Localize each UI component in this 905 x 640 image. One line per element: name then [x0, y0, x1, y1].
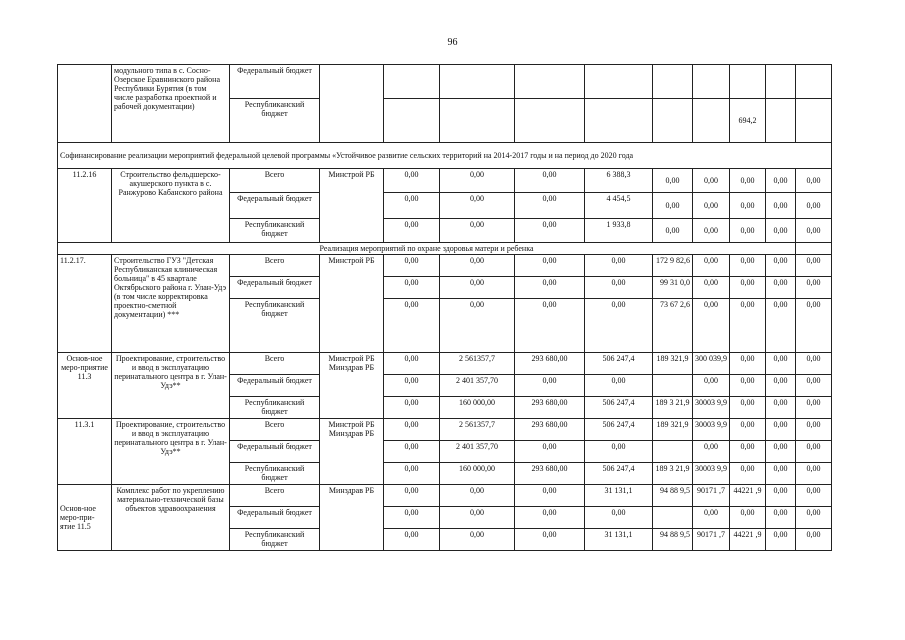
value-cell: 0,00	[766, 299, 796, 353]
section-heading-row	[58, 243, 832, 255]
value-cell	[693, 99, 730, 143]
value-cell	[585, 99, 653, 143]
value-cell	[440, 99, 515, 143]
code-cell: Основ-ное меро-при-ятие 11.5	[58, 485, 112, 551]
value-cell: 0,00	[730, 375, 766, 397]
code-cell: 11.2.17.	[58, 255, 112, 353]
value-cell: 0,00	[384, 299, 440, 353]
value-cell: 0,00	[693, 169, 730, 193]
value-cell: 0,00	[585, 277, 653, 299]
value-cell: 0,00	[730, 441, 766, 463]
value-cell	[653, 375, 693, 397]
executor-cell: Минстрой РБ	[320, 169, 384, 243]
source-cell: Республиканский бюджет	[230, 397, 320, 419]
value-cell	[653, 65, 693, 99]
value-cell: 0,00	[384, 419, 440, 441]
value-cell: 0,00	[730, 463, 766, 485]
value-cell: 0,00	[766, 529, 796, 551]
value-cell: 0,00	[796, 419, 832, 441]
value-cell: 0,00	[384, 277, 440, 299]
value-cell: 506 247,4	[585, 463, 653, 485]
table-row	[58, 255, 832, 277]
value-cell: 0,00	[766, 169, 796, 193]
value-cell: 2 401 357,70	[440, 375, 515, 397]
value-cell	[693, 65, 730, 99]
value-cell	[653, 99, 693, 143]
description-cell: Комплекс работ по укреплению материально-технической базы объектов здравоохранения	[112, 485, 230, 551]
source-cell: Федеральный бюджет	[230, 507, 320, 529]
value-cell: 0,00	[796, 507, 832, 529]
source-cell: Всего	[230, 419, 320, 441]
value-cell: 0,00	[766, 375, 796, 397]
source-cell: Всего	[230, 255, 320, 277]
value-cell: 0,00	[653, 219, 693, 243]
value-cell: 0,00	[796, 397, 832, 419]
value-cell: 189 321,9	[653, 419, 693, 441]
value-cell: 160 000,00	[440, 397, 515, 419]
table-row	[58, 485, 832, 507]
value-cell: 506 247,4	[585, 419, 653, 441]
value-cell: 0,00	[440, 255, 515, 277]
value-cell: 0,00	[585, 441, 653, 463]
executor-cell	[320, 65, 384, 143]
source-cell: Всего	[230, 169, 320, 193]
value-cell: 0,00	[440, 219, 515, 243]
source-cell: Республиканский бюджет	[230, 529, 320, 551]
value-cell: 0,00	[730, 397, 766, 419]
value-cell: 0,00	[766, 507, 796, 529]
value-cell: 0,00	[585, 299, 653, 353]
executor-cell: Минстрой РБ Минздрав РБ	[320, 353, 384, 419]
value-cell: 0,00	[796, 529, 832, 551]
value-cell: 0,00	[440, 193, 515, 219]
value-cell: 172 9 82,6	[653, 255, 693, 277]
value-cell: 0,00	[384, 255, 440, 277]
value-cell: 0,00	[440, 507, 515, 529]
value-cell: 0,00	[766, 193, 796, 219]
value-cell	[653, 507, 693, 529]
value-cell	[766, 99, 796, 143]
value-cell: 0,00	[384, 397, 440, 419]
value-cell: 0,00	[440, 277, 515, 299]
value-cell: 506 247,4	[585, 397, 653, 419]
value-cell: 0,00	[515, 507, 585, 529]
section-heading-mother-child: Реализация мероприятий по охране здоровья матери и ребенка	[58, 243, 796, 255]
source-cell: Республиканский бюджет	[230, 219, 320, 243]
value-cell: 0,00	[766, 419, 796, 441]
value-cell: 189 321,9	[653, 353, 693, 375]
value-cell: 4 454,5	[585, 193, 653, 219]
executor-cell: Минздрав РБ	[320, 485, 384, 551]
description-cell: модульного типа в с. Сосно-Озерское Еравнинского района Республики Бурятия (в том числе разработка проектной и рабочей документации)	[112, 65, 230, 143]
value-cell: 6 388,3	[585, 169, 653, 193]
value-cell: 0,00	[796, 277, 832, 299]
value-cell: 44221 ,9	[730, 529, 766, 551]
value-cell: 2 401 357,70	[440, 441, 515, 463]
value-cell: 0,00	[693, 219, 730, 243]
value-cell	[796, 99, 832, 143]
value-cell: 0,00	[653, 193, 693, 219]
value-cell: 0,00	[515, 299, 585, 353]
value-cell: 506 247,4	[585, 353, 653, 375]
value-cell: 0,00	[730, 255, 766, 277]
value-cell: 0,00	[693, 507, 730, 529]
value-cell: 0,00	[515, 277, 585, 299]
source-cell: Федеральный бюджет	[230, 441, 320, 463]
value-cell: 0,00	[730, 507, 766, 529]
value-cell: 0,00	[796, 353, 832, 375]
value-cell: 160 000,00	[440, 463, 515, 485]
table-row	[58, 65, 832, 99]
value-cell: 0,00	[384, 169, 440, 193]
value-cell: 0,00	[384, 193, 440, 219]
value-cell: 0,00	[384, 353, 440, 375]
value-cell: 0,00	[796, 193, 832, 219]
value-cell: 0,00	[766, 277, 796, 299]
value-cell: 0,00	[730, 419, 766, 441]
value-cell: 293 680,00	[515, 463, 585, 485]
value-cell: 2 561357,7	[440, 419, 515, 441]
value-cell: 0,00	[730, 219, 766, 243]
value-cell: 0,00	[766, 353, 796, 375]
value-cell: 0,00	[693, 441, 730, 463]
value-cell: 0,00	[515, 485, 585, 507]
value-cell: 0,00	[766, 463, 796, 485]
value-cell: 0,00	[730, 277, 766, 299]
value-cell: 2 561357,7	[440, 353, 515, 375]
value-cell: 0,00	[796, 463, 832, 485]
value-cell: 30003 9,9	[693, 463, 730, 485]
value-cell: 0,00	[515, 219, 585, 243]
table-row	[58, 169, 832, 193]
value-cell: 94 88 9,5	[653, 529, 693, 551]
value-cell: 293 680,00	[515, 397, 585, 419]
value-cell: 0,00	[796, 375, 832, 397]
value-cell: 31 131,1	[585, 485, 653, 507]
value-cell: 0,00	[384, 507, 440, 529]
value-cell: 0,00	[693, 255, 730, 277]
value-cell: 0,00	[384, 375, 440, 397]
source-cell: Федеральный бюджет	[230, 193, 320, 219]
value-cell: 189 3 21,9	[653, 397, 693, 419]
value-cell: 0,00	[796, 299, 832, 353]
value-cell: 0,00	[515, 193, 585, 219]
source-cell: Всего	[230, 485, 320, 507]
description-cell: Проектирование, строительство и ввод в эксплуатацию перинатального центра в г. Улан-Удэ**	[112, 353, 230, 419]
value-cell: 0,00	[730, 169, 766, 193]
value-cell: 0,00	[730, 299, 766, 353]
value-cell: 0,00	[693, 375, 730, 397]
value-cell: 300 039,9	[693, 353, 730, 375]
source-cell: Федеральный бюджет	[230, 277, 320, 299]
executor-cell: Минстрой РБ	[320, 255, 384, 353]
value-cell	[766, 65, 796, 99]
value-cell	[730, 65, 766, 99]
value-cell: 0,00	[766, 255, 796, 277]
value-cell: 0,00	[384, 219, 440, 243]
value-cell: 0,00	[796, 485, 832, 507]
value-cell: 0,00	[693, 193, 730, 219]
value-cell: 0,00	[653, 169, 693, 193]
value-cell	[440, 65, 515, 99]
value-cell: 189 3 21,9	[653, 463, 693, 485]
source-cell: Республиканский бюджет	[230, 463, 320, 485]
value-cell: 0,00	[766, 441, 796, 463]
source-cell: Республиканский бюджет	[230, 99, 320, 143]
value-cell: 0,00	[384, 463, 440, 485]
value-cell: 0,00	[515, 441, 585, 463]
value-cell: 0,00	[730, 193, 766, 219]
value-cell: 0,00	[515, 169, 585, 193]
executor-cell: Минстрой РБ Минздрав РБ	[320, 419, 384, 485]
value-cell: 0,00	[730, 353, 766, 375]
value-cell: 1 933,8	[585, 219, 653, 243]
value-cell	[384, 99, 440, 143]
value-cell: 94 88 9,5	[653, 485, 693, 507]
value-cell: 0,00	[515, 255, 585, 277]
source-cell: Всего	[230, 353, 320, 375]
value-cell: 0,00	[440, 169, 515, 193]
section-heading-cofinancing: Софинансирование реализации мероприятий федеральной целевой программы «Устойчивое развитие сельских территорий на 2014-2017 годы и на период до 2020 года	[58, 143, 832, 169]
value-cell: 0,00	[796, 255, 832, 277]
source-cell: Федеральный бюджет	[230, 375, 320, 397]
value-cell: 0,00	[766, 397, 796, 419]
value-cell: 90171 ,7	[693, 485, 730, 507]
description-cell: Строительство ГУЗ "Детская Республиканская клиническая больница" в 45 квартале Октябрьского района г. Улан-Удэ (в том числе корректировка проектно-сметной документации) ***	[112, 255, 230, 353]
value-cell: 0,00	[796, 169, 832, 193]
code-cell: Основ-ное меро-приятие 11.3	[58, 353, 112, 419]
value-cell: 73 67 2,6	[653, 299, 693, 353]
code-cell: 11.2.16	[58, 169, 112, 243]
table-row	[58, 353, 832, 375]
value-cell: 0,00	[585, 507, 653, 529]
value-cell: 31 131,1	[585, 529, 653, 551]
value-cell	[515, 99, 585, 143]
value-cell: 0,00	[585, 375, 653, 397]
value-cell: 0,00	[766, 219, 796, 243]
value-cell: 694,2	[730, 99, 766, 143]
value-cell: 0,00	[766, 485, 796, 507]
value-cell	[796, 65, 832, 99]
value-cell: 0,00	[693, 277, 730, 299]
source-cell: Федеральный бюджет	[230, 65, 320, 99]
table-row	[58, 419, 832, 441]
table-body	[58, 65, 832, 551]
value-cell: 293 680,00	[515, 353, 585, 375]
value-cell	[653, 441, 693, 463]
value-cell: 90171 ,7	[693, 529, 730, 551]
value-cell: 44221 ,9	[730, 485, 766, 507]
value-cell: 0,00	[796, 219, 832, 243]
value-cell: 0,00	[515, 375, 585, 397]
value-cell: 0,00	[440, 529, 515, 551]
value-cell: 0,00	[384, 485, 440, 507]
value-cell: 99 31 0,0	[653, 277, 693, 299]
value-cell: 0,00	[440, 299, 515, 353]
value-cell: 0,00	[440, 485, 515, 507]
section-heading-row	[58, 143, 832, 169]
description-cell: Строительство фельдшерско-акушерского пункта в с. Ранжурово Кабанского района	[112, 169, 230, 243]
value-cell	[796, 243, 832, 255]
value-cell: 0,00	[515, 529, 585, 551]
value-cell: 30003 9,9	[693, 397, 730, 419]
value-cell	[384, 65, 440, 99]
code-cell: 11.3.1	[58, 419, 112, 485]
value-cell: 0,00	[585, 255, 653, 277]
description-cell: Проектирование, строительство и ввод в эксплуатацию перинатального центра в г. Улан-Удэ**	[112, 419, 230, 485]
code-cell	[58, 65, 112, 143]
value-cell: 293 680,00	[515, 419, 585, 441]
budget-table	[57, 64, 832, 551]
source-cell: Республиканский бюджет	[230, 299, 320, 353]
value-cell: 0,00	[384, 441, 440, 463]
value-cell: 0,00	[693, 299, 730, 353]
value-cell: 0,00	[384, 529, 440, 551]
value-cell: 0,00	[796, 441, 832, 463]
page-number: 96	[447, 37, 458, 48]
value-cell	[585, 65, 653, 99]
value-cell	[515, 65, 585, 99]
value-cell: 30003 9,9	[693, 419, 730, 441]
